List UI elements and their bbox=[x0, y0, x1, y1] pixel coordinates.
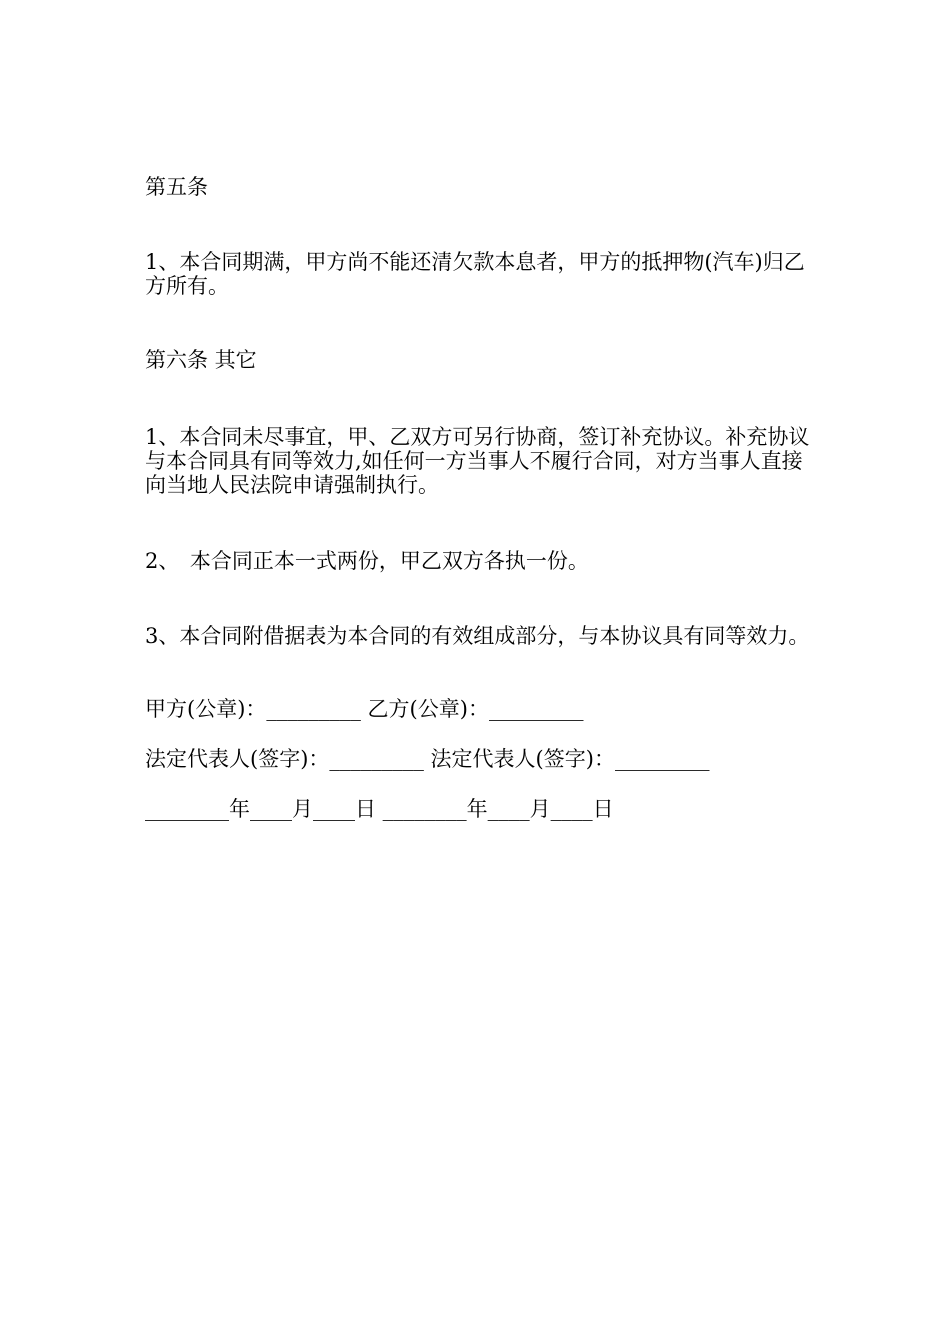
section-6-item-2: 2、 本合同正本一式两份，甲乙双方各执一份。 bbox=[145, 549, 589, 573]
section-6-item-3: 3、本合同附借据表为本合同的有效组成部分，与本协议具有同等效力。 bbox=[145, 624, 810, 648]
date-line: ________年____月____日 ________年____月____日 bbox=[145, 797, 614, 821]
section-5-heading: 第五条 bbox=[145, 175, 208, 199]
section-6-item-1: 1、本合同未尽事宜，甲、乙双方可另行协商，签订补充协议。补充协议与本合同具有同等效力,如任何一方当事人不履行合同，对方当事人直接向当地人民法院申请强制执行。 bbox=[145, 425, 810, 497]
section-6-heading: 第六条 其它 bbox=[145, 348, 257, 372]
representative-signature-line: 法定代表人(签字)：_________ 法定代表人(签字)：_________ bbox=[145, 747, 710, 771]
section-5-item-1: 1、本合同期满，甲方尚不能还清欠款本息者，甲方的抵押物(汽车)归乙方所有。 bbox=[145, 250, 805, 298]
party-seal-line: 甲方(公章)：_________ 乙方(公章)：_________ bbox=[145, 697, 584, 721]
